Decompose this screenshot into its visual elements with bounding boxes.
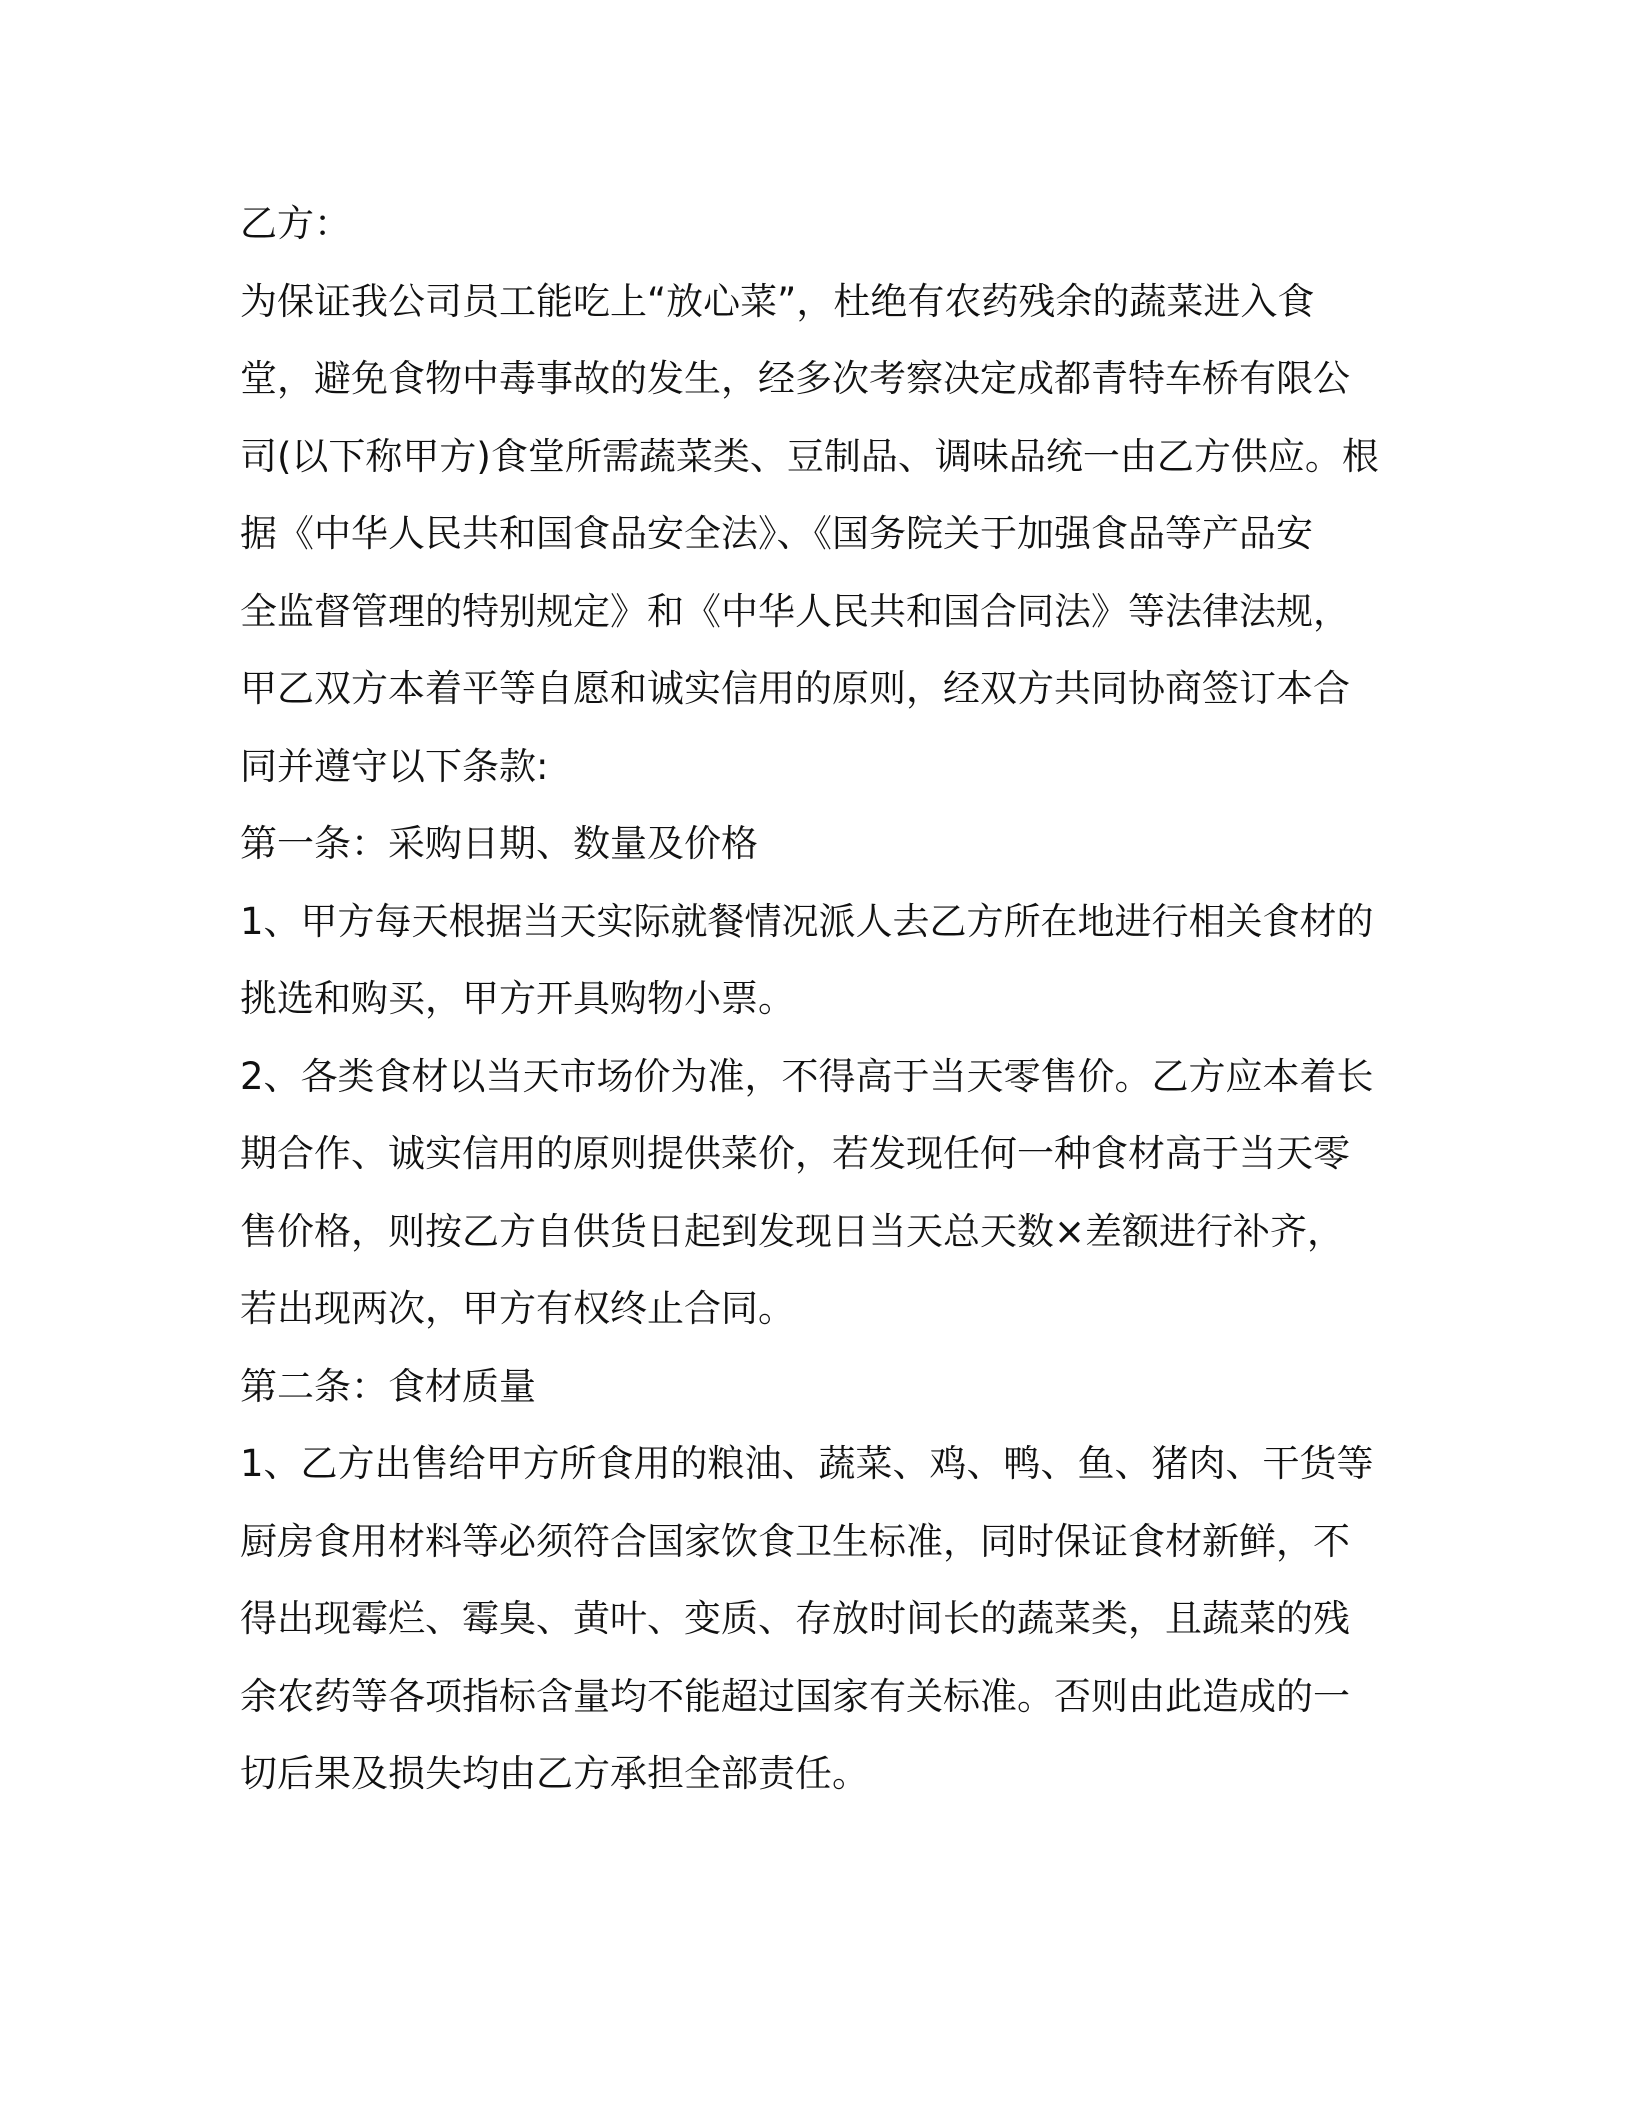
preamble-line: 司(以下称甲方)食堂所需蔬菜类、豆制品、调味品统一由乙方供应。根: [240, 434, 1379, 478]
article-2-clause-1: 切后果及损失均由乙方承担全部责任。: [240, 1752, 869, 1795]
article-1-clause-2: 2、各类食材以当天市场价为准，不得高于当天零售价。乙方应本着长: [240, 1054, 1374, 1098]
preamble-line: 据《中华人民共和国食品安全法》、《国务院关于加强食品等产品安: [240, 512, 1313, 555]
preamble-line: 全监督管理的特别规定》和《中华人民共和国合同法》等法律法规，: [240, 589, 1350, 633]
party-b-label: 乙方：: [240, 202, 351, 245]
preamble-line: 堂，避免食物中毒事故的发生，经多次考察决定成都青特车桥有限公: [240, 357, 1350, 400]
article-2-clause-1: 厨房食用材料等必须符合国家饮食卫生标准，同时保证食材新鲜，不: [240, 1519, 1350, 1563]
article-2-heading: 第二条：食材质量: [240, 1364, 536, 1408]
preamble-line: 甲乙双方本着平等自愿和诚实信用的原则，经双方共同协商签订本合: [240, 667, 1350, 710]
preamble-line: 同并遵守以下条款:: [240, 744, 549, 788]
preamble-line: 为保证我公司员工能吃上“放心菜”，杜绝有农药残余的蔬菜进入食: [240, 279, 1315, 323]
document-body: [240, 185, 1380, 1813]
article-2-clause-1: 得出现霉烂、霉臭、黄叶、变质、存放时间长的蔬菜类，且蔬菜的残: [240, 1597, 1350, 1640]
article-2-clause-1: 1、乙方出售给甲方所食用的粮油、蔬菜、鸡、鸭、鱼、猪肉、干货等: [240, 1442, 1374, 1485]
article-1-clause-2: 售价格，则按乙方自供货日起到发现日当天总天数×差额进行补齐，: [240, 1209, 1345, 1253]
article-1-heading: 第一条：采购日期、数量及价格: [240, 822, 758, 865]
article-1-clause-2: 若出现两次，甲方有权终止合同。: [240, 1287, 795, 1330]
article-1-clause-1: 1、甲方每天根据当天实际就餐情况派人去乙方所在地进行相关食材的: [240, 899, 1374, 943]
article-2-clause-1: 余农药等各项指标含量均不能超过国家有关标准。否则由此造成的一: [240, 1674, 1350, 1718]
article-1-clause-1: 挑选和购买，甲方开具购物小票。: [240, 977, 795, 1020]
article-1-clause-2: 期合作、诚实信用的原则提供菜价，若发现任何一种食材高于当天零: [240, 1132, 1350, 1175]
